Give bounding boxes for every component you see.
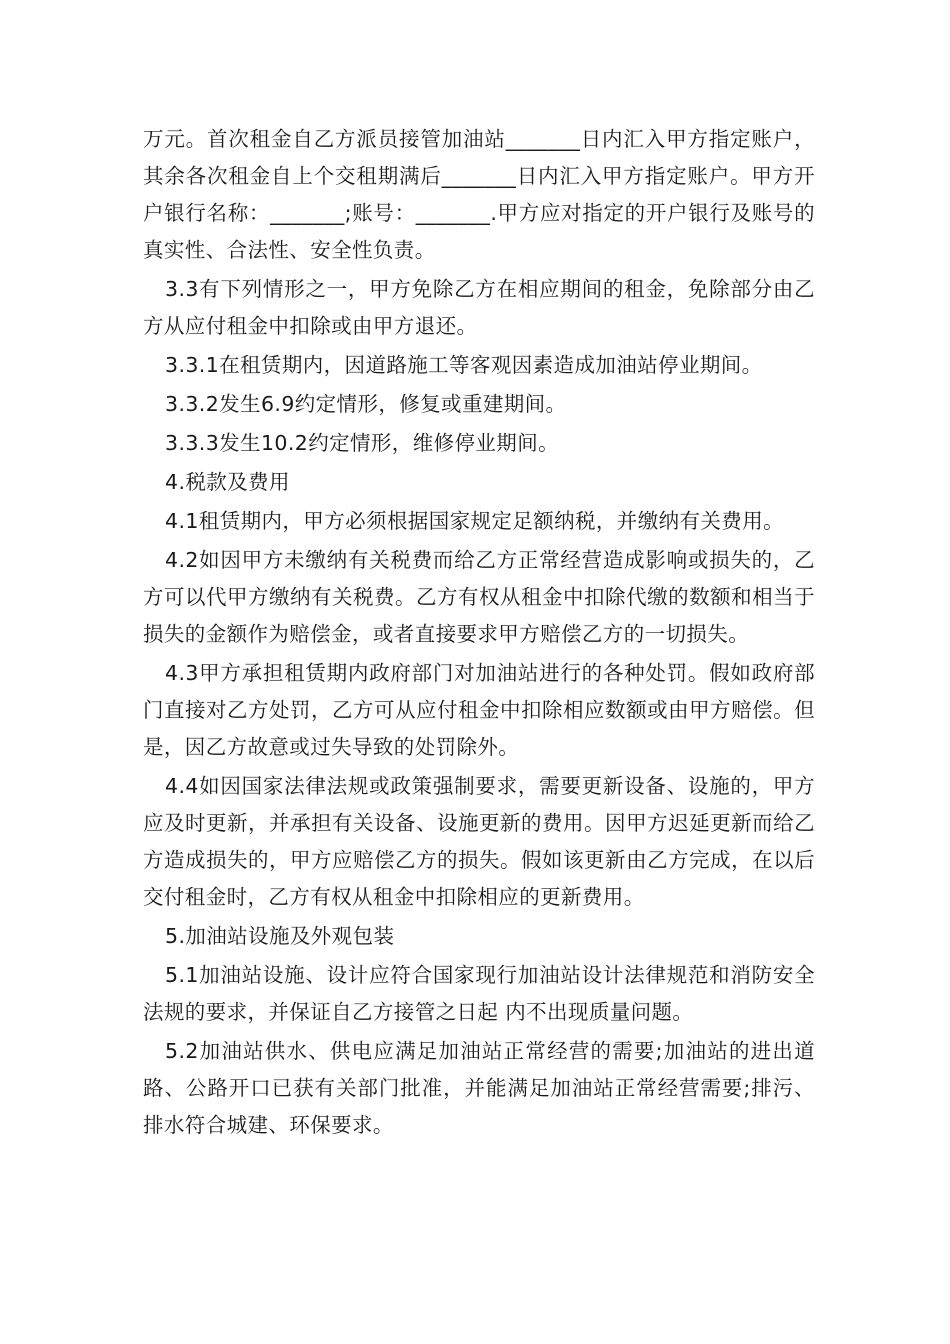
paragraph-4-3: 4.3甲方承担租赁期内政府部门对加油站进行的各种处罚。假如政府部门直接对乙方处罚，乙方可从应付租金中扣除相应数额或由甲方赔偿。但是，因乙方故意或过失导致的处罚除外。 bbox=[143, 661, 815, 759]
paragraph-5-1: 5.1加油站设施、设计应符合国家现行加油站设计法律规范和消防安全法规的要求，并保证自乙方接管之日起 内不出现质量问题。 bbox=[143, 963, 815, 1024]
paragraph-rent-payment: 万元。首次租金自乙方派员接管加油站_______日内汇入甲方指定账户，其余各次租金自上个交租期满后_______日内汇入甲方指定账户。甲方开户银行名称：_______;账号：_______.甲方应对指定的开户银行及账号的真实性、合法性、安全性负责。 bbox=[143, 127, 815, 262]
paragraph-4-1: 4.1租赁期内，甲方必须根据国家规定足额纳税，并缴纳有关费用。 bbox=[165, 509, 784, 533]
document-body bbox=[143, 121, 815, 1146]
paragraph-4-2: 4.2如因甲方未缴纳有关税费而给乙方正常经营造成影响或损失的，乙方可以代甲方缴纳有关税费。乙方有权从租金中扣除代缴的数额和相当于损失的金额作为赔偿金，或者直接要求甲方赔偿乙方的一切损失。 bbox=[143, 548, 815, 646]
paragraph-4-4: 4.4如因国家法律法规或政策强制要求，需要更新设备、设施的，甲方应及时更新，并承担有关设备、设施更新的费用。因甲方迟延更新而给乙方造成损失的，甲方应赔偿乙方的损失。假如该更新由乙方完成，在以后交付租金时，乙方有权从租金中扣除相应的更新费用。 bbox=[143, 774, 815, 909]
paragraph-3-3-3: 3.3.3发生10.2约定情形，维修停业期间。 bbox=[165, 431, 560, 455]
paragraph-3-3-1: 3.3.1在租赁期内，因道路施工等客观因素造成加油站停业期间。 bbox=[165, 353, 763, 377]
section-heading-4: 4.税款及费用 bbox=[165, 470, 290, 494]
paragraph-5-2: 5.2加油站供水、供电应满足加油站正常经营的需要;加油站的进出道路、公路开口已获有关部门批准，并能满足加油站正常经营需要;排污、排水符合城建、环保要求。 bbox=[143, 1039, 815, 1137]
paragraph-3-3-2: 3.3.2发生6.9约定情形，修复或重建期间。 bbox=[165, 392, 567, 416]
paragraph-3-3: 3.3有下列情形之一，甲方免除乙方在相应期间的租金，免除部分由乙方从应付租金中扣除或由甲方退还。 bbox=[143, 277, 815, 338]
section-heading-5: 5.加油站设施及外观包装 bbox=[165, 924, 395, 948]
